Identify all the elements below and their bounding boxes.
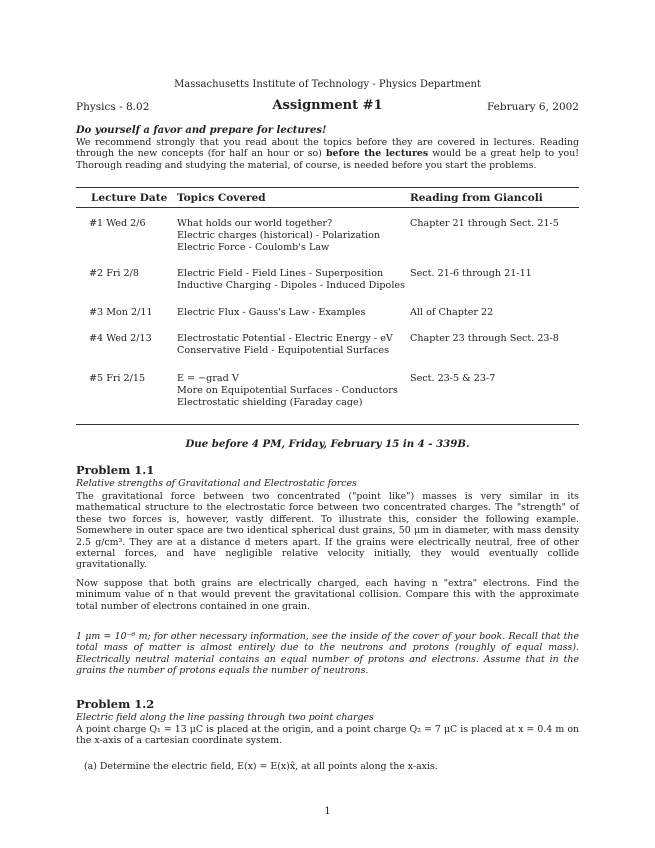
row-topics: [177, 268, 405, 292]
due-notice: Due before 4 PM, Friday, February 15 in 4 - 339B.: [185, 438, 470, 450]
table-bottom-rule: [76, 424, 579, 425]
row-topics: [177, 373, 398, 409]
problem-2-title: Problem 1.2: [76, 697, 155, 711]
row-date: #2 Fri 2/8: [89, 268, 139, 279]
row-topic-line: What holds our world together?: [177, 218, 333, 229]
problem-2-paragraph-1: A point charge Q₁ = 13 μC is placed at the origin, and a point charge Q₂ = 7 μC is placed at x = 0.4 m on the x-axis of a cartesian coordinate system.: [76, 724, 579, 747]
row-topic-line: Electric Field - Field Lines - Superposition: [177, 268, 384, 279]
row-topic-line: Electrostatic shielding (Faraday cage): [177, 397, 363, 408]
row-date: #4 Wed 2/13: [89, 333, 152, 344]
row-date: #3 Mon 2/11: [89, 307, 153, 318]
problem-1-paragraph-2: Now suppose that both grains are electrically charged, each having n "extra" electrons. Find the minimum value of n that would prevent the gravitational collision. Compare this with the approximate total number of electrons contained in one grain.: [76, 578, 579, 612]
row-topics: [177, 218, 380, 254]
intro-heading: Do yourself a favor and prepare for lectures!: [76, 125, 327, 136]
intro-text-before: We recommend strongly that you read about the topics before they are covered in lectures. Reading through the new concepts (for half an hour or so): [76, 137, 579, 160]
row-topics: [177, 333, 393, 357]
institution-line: Massachusetts Institute of Technology - Physics Department: [174, 79, 481, 90]
row-topic-line: E = −grad V: [177, 373, 239, 384]
table-header-topics: Topics Covered: [177, 192, 266, 204]
row-reading: Sect. 23-5 & 23-7: [410, 373, 496, 384]
row-reading: All of Chapter 22: [410, 307, 494, 318]
row-date: #5 Fri 2/15: [89, 373, 146, 384]
intro-text-after: would be a great help to you! Thorough reading and studying the material, of course, is needed before you start the problems.: [76, 148, 579, 171]
table-top-rule: [76, 187, 579, 188]
row-topics: [177, 307, 365, 319]
row-reading: Chapter 21 through Sect. 21-5: [410, 218, 559, 229]
table-header-rule: [76, 207, 579, 208]
problem-1-paragraph-3: 1 μm = 10⁻⁶ m; for other necessary information, see the inside of the cover of your book. Recall that the total mass of matter is almost entirely due to the neutrons and protons (roughly of equal mass). Electrically neutral material contains an equal number of protons and electrons. Assume that in the grains the number of protons equals the number of neutrons.: [76, 631, 579, 677]
row-topic-line: Inductive Charging - Dipoles - Induced Dipoles: [177, 280, 405, 291]
problem-2-part-a: (a) Determine the electric field, E(x) = E(x)x̂, at all points along the x-axis.: [84, 761, 438, 772]
table-header-reading: Reading from Giancoli: [410, 192, 543, 204]
row-topic-line: Conservative Field - Equipotential Surfaces: [177, 345, 390, 356]
problem-1-paragraph-1: The gravitational force between two concentrated ("point like") masses is very similar in its mathematical structure to the electrostatic force between two concentrated charges. The "strength" of these two forces is, however, vastly different. To illustrate this, consider the following example. Somewhere in outer space are two identical spherical dust grains, 50 μm in diameter, with mass density 2.5 g/cm³. They are at a distance d meters apart. If the grains were electrically neutral, free of other external forces, and have negligible relative velocity initially, they would eventually collide gravitationally.: [76, 491, 579, 571]
table-header-date: Lecture Date: [91, 192, 168, 204]
problem-1-title: Problem 1.1: [76, 463, 155, 477]
row-topic-line: More on Equipotential Surfaces - Conductors: [177, 385, 398, 396]
row-reading: Sect. 21-6 through 21-11: [410, 268, 532, 279]
course-label: Physics - 8.02: [76, 101, 150, 113]
row-date: #1 Wed 2/6: [89, 218, 146, 229]
intro-text-bold: before the lectures: [325, 148, 429, 160]
intro-paragraph: [76, 137, 579, 171]
row-reading: Chapter 23 through Sect. 23-8: [410, 333, 559, 344]
row-topic-line: Electric Force - Coulomb's Law: [177, 242, 330, 253]
row-topic-line: Electric Flux - Gauss's Law - Examples: [177, 307, 366, 318]
row-topic-line: Electrostatic Potential - Electric Energy - eV: [177, 333, 393, 344]
problem-1-subtitle: Relative strengths of Gravitational and Electrostatic forces: [76, 478, 357, 489]
problem-2-subtitle: Electric field along the line passing through two point charges: [76, 712, 374, 723]
page-number: 1: [324, 806, 331, 817]
assignment-title: Assignment #1: [272, 98, 383, 113]
assignment-date: February 6, 2002: [486, 101, 579, 113]
row-topic-line: Electric charges (historical) - Polarization: [177, 230, 381, 241]
